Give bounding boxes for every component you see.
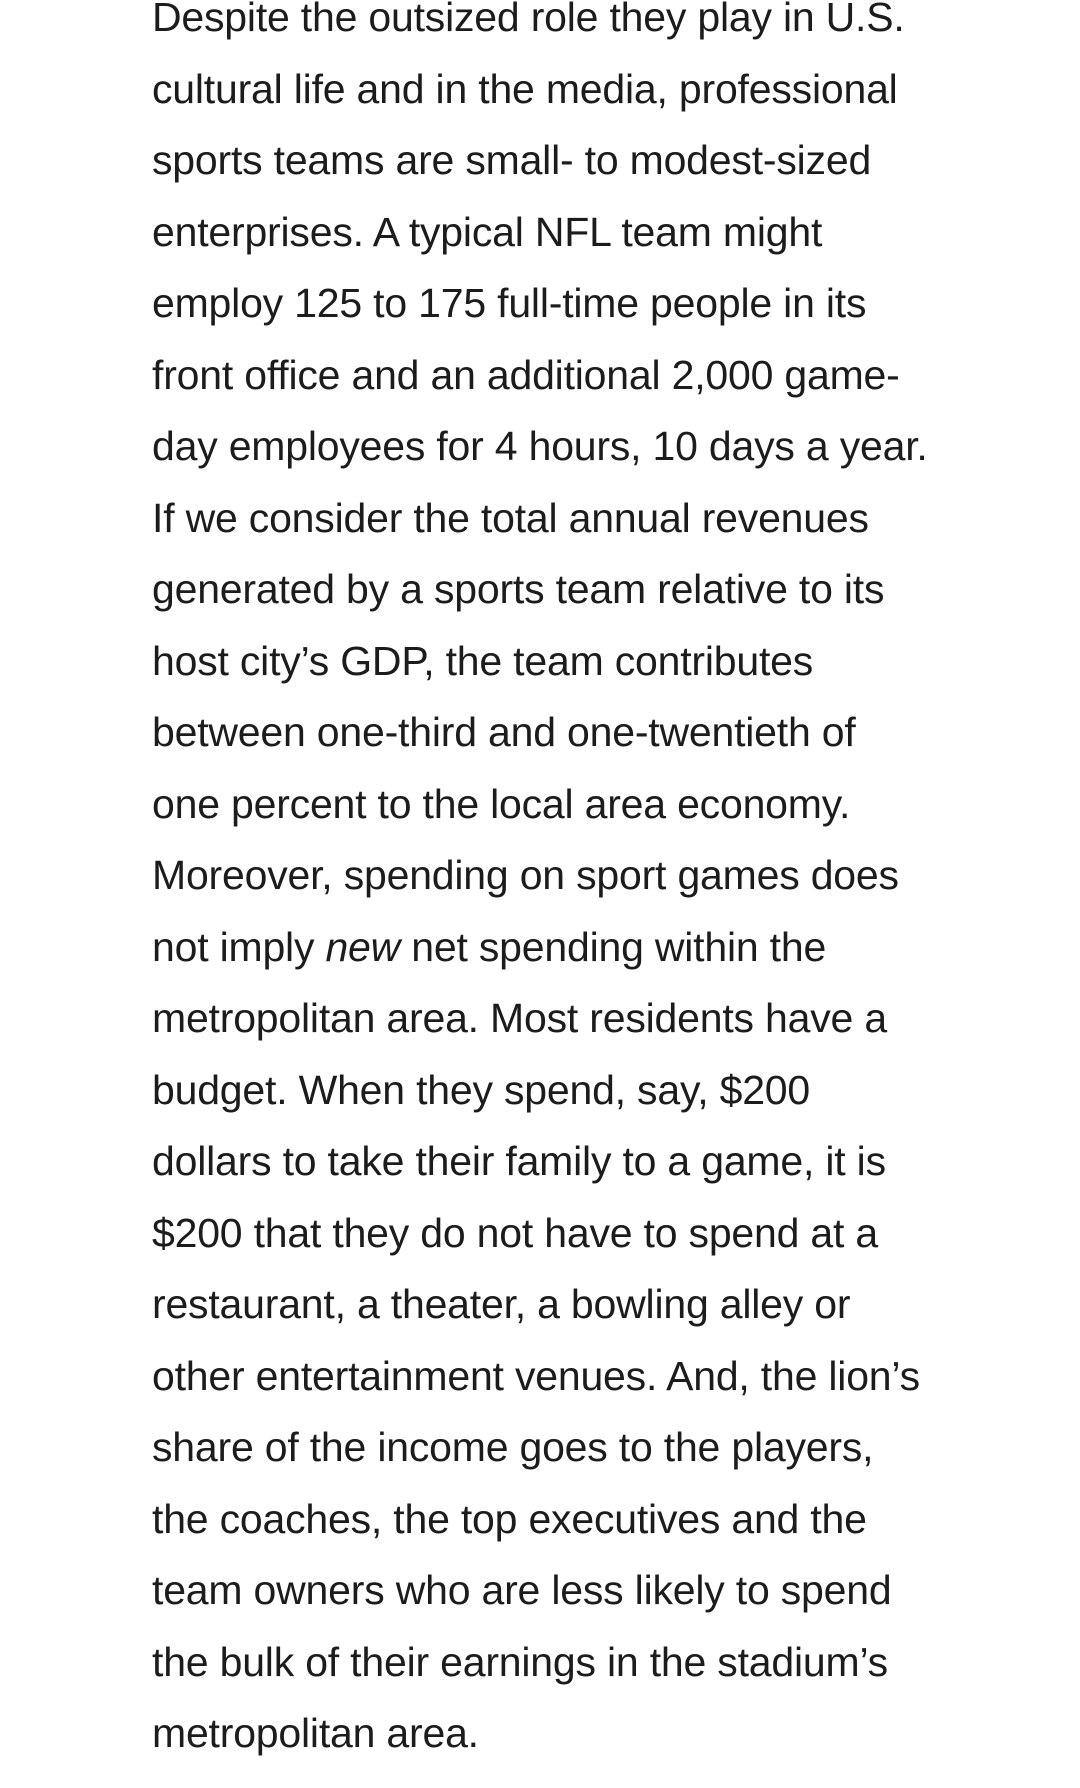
paragraph-line: budget. When they spend, say, $200 [152, 1066, 811, 1113]
paragraph-line: metropolitan area. Most residents have a [152, 995, 887, 1041]
paragraph-line: between one-third and one-twentieth of [152, 709, 856, 755]
paragraph-line: Despite the outsized role they play in U.S. [152, 0, 905, 40]
paragraph-line: cultural life and in the media, professional [152, 65, 898, 112]
paragraph-line: employ 125 to 175 full-time people in its [152, 280, 867, 326]
paragraph-line: team owners who are less likely to spend [152, 1567, 892, 1613]
paragraph-line: host city’s GDP, the team contributes [152, 637, 814, 684]
paragraph-line: the coaches, the top executives and the [152, 1495, 867, 1542]
paragraph-line: Moreover, spending on sport games does [152, 852, 899, 898]
article-paragraph [152, 0, 1012, 1770]
paragraph-line: generated by a sports team relative to its [152, 566, 885, 612]
line-text-after-emphasis: net spending within the [400, 923, 827, 970]
paragraph-line [152, 912, 1012, 984]
paragraph-line: sports teams are small- to modest-sized [152, 137, 872, 183]
paragraph-line: share of the income goes to the players, [152, 1424, 874, 1470]
paragraph-line: other entertainment venues. And, the lion’s [152, 1352, 920, 1399]
paragraph-line: day employees for 4 hours, 10 days a year. [152, 423, 928, 469]
paragraph-line: dollars to take their family to a game, it is [152, 1138, 886, 1184]
paragraph-line: enterprises. A typical NFL team might [152, 208, 823, 255]
paragraph-line: one percent to the local area economy. [152, 780, 851, 827]
paragraph-line: front office and an additional 2,000 game- [152, 351, 900, 398]
paragraph-line: If we consider the total annual revenues [152, 494, 869, 541]
emphasized-word: new [325, 923, 401, 970]
paragraph-line: the bulk of their earnings in the stadium’s [152, 1638, 888, 1685]
line-text-before-emphasis: not imply [152, 923, 326, 970]
paragraph-line: restaurant, a theater, a bowling alley or [152, 1281, 851, 1327]
paragraph-line: metropolitan area. [152, 1710, 479, 1756]
paragraph-line: $200 that they do not have to spend at a [152, 1209, 879, 1256]
